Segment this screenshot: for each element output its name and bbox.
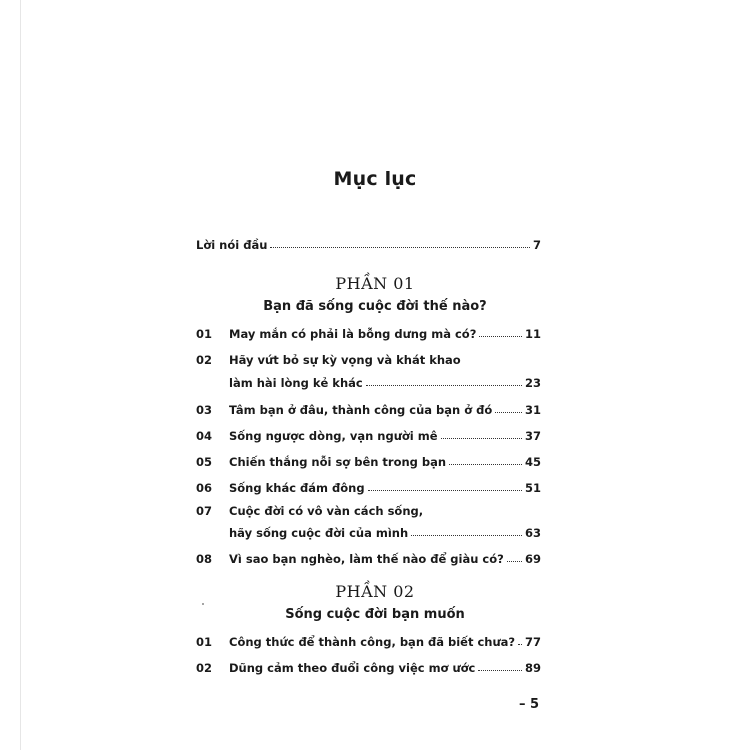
toc-entry xyxy=(196,498,541,518)
toc-entry-text: Sống ngược dòng, vạn người mê xyxy=(229,429,438,443)
page-title: Mục lục xyxy=(333,168,417,190)
part2-heading: PHẦN 02 xyxy=(335,582,415,601)
toc-entry xyxy=(196,397,541,417)
toc-entry-page: 23 xyxy=(524,376,541,390)
toc-entry-number: 07 xyxy=(196,504,213,518)
toc-entry xyxy=(196,449,541,469)
dot-leader xyxy=(411,535,522,536)
toc-entry-text: Tâm bạn ở đâu, thành công của bạn ở đó xyxy=(229,403,493,417)
toc-entry-text: làm hài lòng kẻ khác xyxy=(229,376,363,390)
toc-entry-text-line1: Hãy vứt bỏ sự kỳ vọng và khát khao xyxy=(229,353,461,367)
toc-entry xyxy=(196,321,541,341)
toc-entry-number: 02 xyxy=(196,353,213,367)
part1-subtitle: Bạn đã sống cuộc đời thế nào? xyxy=(263,299,487,314)
toc-entry-text: hãy sống cuộc đời của mình xyxy=(229,526,409,540)
dot-leader xyxy=(366,385,522,386)
dot-leader xyxy=(270,247,530,248)
toc-entry-text: Vì sao bạn nghèo, làm thế nào để giàu có? xyxy=(229,552,504,566)
toc-entry-text-line1: Cuộc đời có vô vàn cách sống, xyxy=(229,504,424,518)
toc-entry-number: 08 xyxy=(196,552,213,566)
dot-leader xyxy=(449,464,522,465)
toc-entry-number: 02 xyxy=(196,661,213,675)
toc-entry-page: 51 xyxy=(524,481,541,495)
toc-entry-page: 89 xyxy=(524,661,541,675)
toc-entry-number: 01 xyxy=(196,327,213,341)
toc-entry-preface xyxy=(196,232,541,252)
toc-entry-text: Công thức để thành công, bạn đã biết chưa? xyxy=(229,635,516,649)
toc-entry-page: 7 xyxy=(532,238,541,252)
toc-entry-number: 05 xyxy=(196,455,213,469)
toc-entry-continuation xyxy=(229,370,541,390)
toc-entry-page: 11 xyxy=(524,327,541,341)
toc-entry-text: Sống khác đám đông xyxy=(229,481,365,495)
dot-leader xyxy=(495,412,522,413)
toc-entry xyxy=(196,423,541,443)
dot-leader xyxy=(479,336,522,337)
toc-entry xyxy=(196,347,541,367)
toc-entry-text: Chiến thắng nỗi sợ bên trong bạn xyxy=(229,455,447,469)
toc-entry-page: 31 xyxy=(524,403,541,417)
toc-entry-page: 77 xyxy=(524,635,541,649)
toc-entry-number: 04 xyxy=(196,429,213,443)
toc-entry-text: Lời nói đầu xyxy=(196,238,268,252)
toc-entry-number: 01 xyxy=(196,635,213,649)
toc-entry-page: 69 xyxy=(524,552,541,566)
toc-entry-text: May mắn có phải là bỗng dưng mà có? xyxy=(229,327,477,341)
toc-entry-page: 63 xyxy=(524,526,541,540)
footer-page-number: – 5 xyxy=(519,697,540,712)
toc-entry-continuation xyxy=(229,520,541,540)
part2-subtitle: Sống cuộc đời bạn muốn xyxy=(285,607,465,622)
dot-leader xyxy=(518,644,522,645)
toc-entry-number: 06 xyxy=(196,481,213,495)
dot-leader xyxy=(368,490,522,491)
page-gutter-line xyxy=(20,0,21,750)
dot-leader xyxy=(507,561,522,562)
toc-entry xyxy=(196,655,541,675)
toc-entry-page: 37 xyxy=(524,429,541,443)
toc-entry xyxy=(196,629,541,649)
toc-entry-text: Dũng cảm theo đuổi công việc mơ ước xyxy=(229,661,476,675)
dot-leader xyxy=(478,670,522,671)
toc-entry-number: 03 xyxy=(196,403,213,417)
toc-entry xyxy=(196,475,541,495)
toc-entry-page: 45 xyxy=(524,455,541,469)
toc-entry xyxy=(196,546,541,566)
dot-leader xyxy=(441,438,522,439)
ink-speck xyxy=(202,603,204,605)
part1-heading: PHẦN 01 xyxy=(335,274,415,293)
